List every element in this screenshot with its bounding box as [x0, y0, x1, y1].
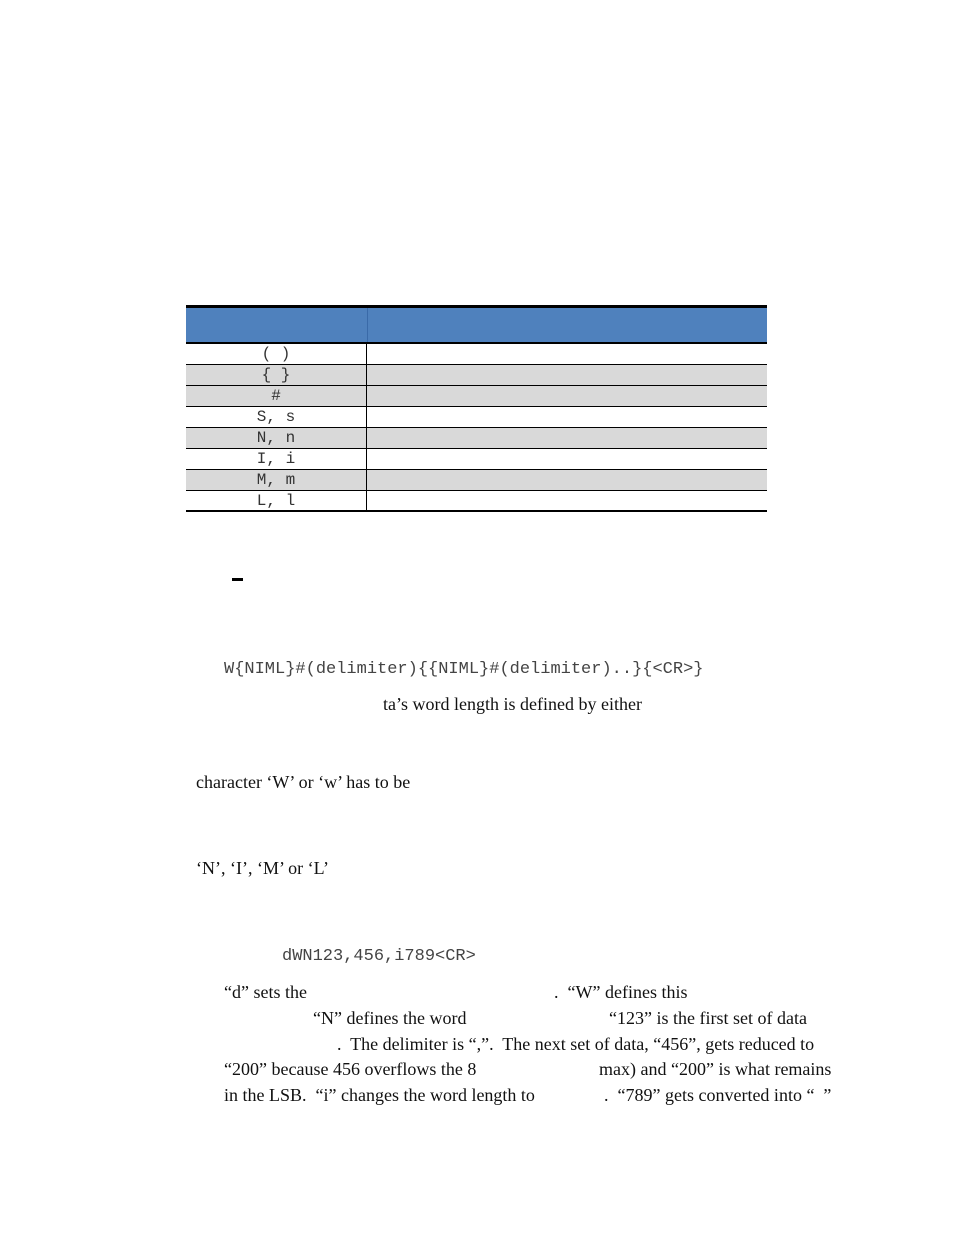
character-text: character ‘W’ or ‘w’ has to be	[196, 772, 411, 792]
example-text: “123” is the first set of data	[609, 1008, 807, 1028]
example-command: dWN123,456,i789<CR>	[282, 947, 476, 966]
table-row	[186, 386, 767, 407]
table-row	[186, 470, 767, 491]
example-text: . “789” gets converted into “ ”	[604, 1085, 832, 1105]
table-key-cell: M, m	[186, 470, 367, 490]
table-key-cell: L, l	[186, 491, 367, 510]
table-header-cell	[368, 308, 767, 342]
table-row	[186, 344, 767, 365]
table-key-cell: N, n	[186, 428, 367, 448]
command-table	[186, 305, 767, 512]
table-header-cell	[186, 308, 368, 342]
table-desc-cell	[367, 491, 767, 510]
table-row	[186, 407, 767, 428]
table-header	[186, 308, 767, 344]
example-text: in the LSB. “i” changes the word length to	[224, 1085, 535, 1105]
table-key-cell: ( )	[186, 344, 367, 364]
example-text: . The delimiter is “,”. The next set of data, “456”, gets reduced to	[337, 1034, 815, 1054]
section-dash	[232, 578, 243, 581]
table-desc-cell	[367, 470, 767, 490]
table-desc-cell	[367, 386, 767, 406]
letters-text: ‘N’, ‘I’, ‘M’ or ‘L’	[196, 858, 329, 878]
table-key-cell: { }	[186, 365, 367, 385]
table-desc-cell	[367, 365, 767, 385]
table-desc-cell	[367, 407, 767, 427]
syntax-command: W{NIML}#(delimiter){{NIML}#(delimiter)..}{<CR>}	[224, 660, 704, 679]
example-text: . “W” defines this	[554, 982, 688, 1002]
table-desc-cell	[367, 344, 767, 364]
table-desc-cell	[367, 428, 767, 448]
table-desc-cell	[367, 449, 767, 469]
table-key-cell: S, s	[186, 407, 367, 427]
table-row	[186, 491, 767, 512]
example-text: “200” because 456 overflows the 8	[224, 1059, 477, 1079]
table-key-cell: I, i	[186, 449, 367, 469]
example-text: “d” sets the	[224, 982, 307, 1002]
example-text: max) and “200” is what remains	[599, 1059, 832, 1079]
table-row	[186, 449, 767, 470]
example-text: “N” defines the word	[313, 1008, 467, 1028]
table-key-cell: #	[186, 386, 367, 406]
word-length-text: ta’s word length is defined by either	[383, 694, 642, 714]
table-row	[186, 365, 767, 386]
table-row	[186, 428, 767, 449]
